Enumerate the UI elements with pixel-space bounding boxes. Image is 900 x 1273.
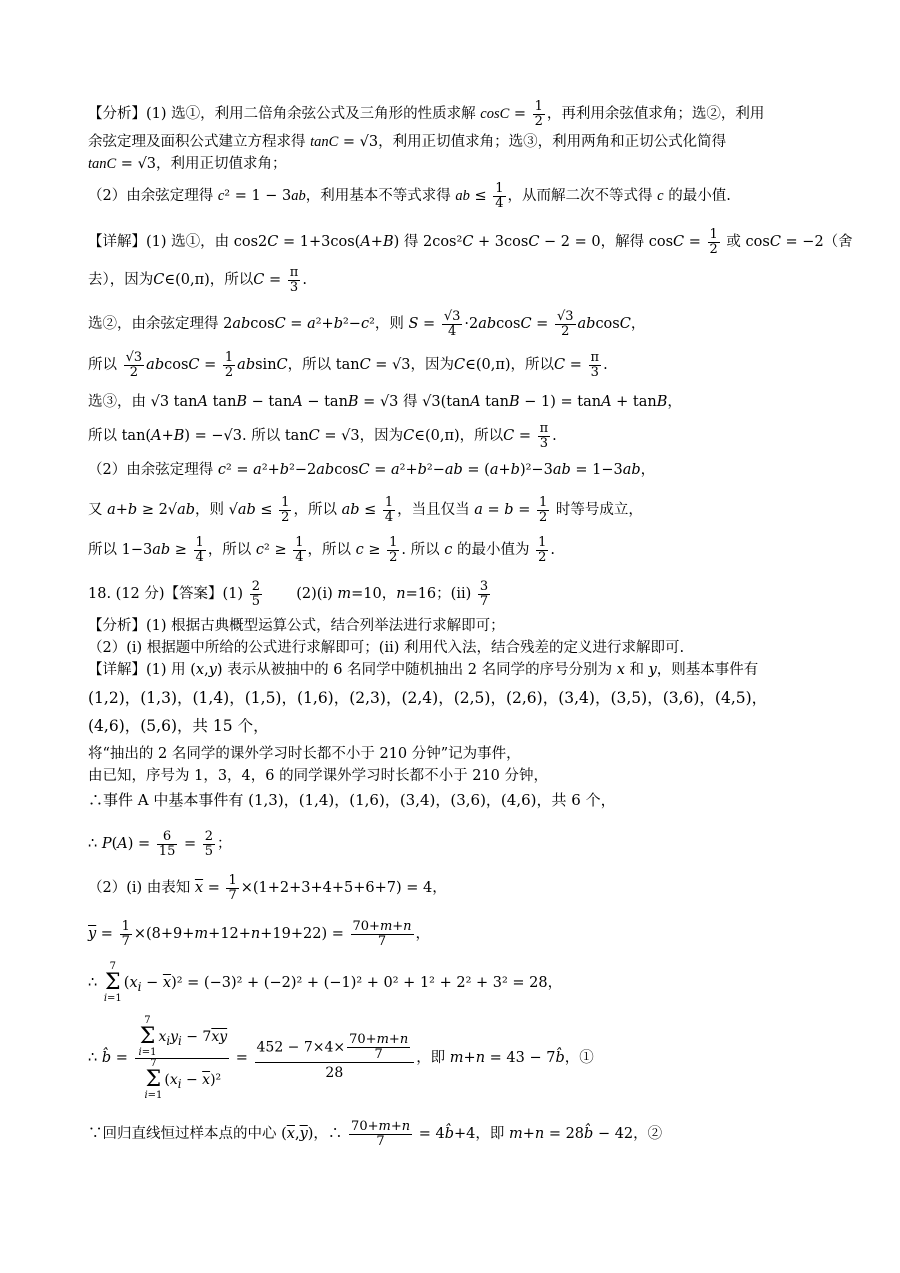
q18-pairs-2: (4,6)，(5,6)，共 15 个， bbox=[88, 717, 269, 735]
q18-pairs-1: (1,2)，(1,3)，(1,4)，(1,5)，(1,6)，(2,3)，(2,4)，(2,5)，(2,6)，(3,4)，(3,5)，(3,6)，(4,5)， bbox=[88, 689, 768, 707]
detail-line-2: 去），因为C∈(0,π)，所以C = $\frac{\pi}{3}$ . bbox=[88, 264, 307, 295]
q18-event-1: 将“抽出的 2 名同学的课外学习时长都不小于 210 分钟”记为事件， bbox=[88, 746, 521, 762]
q18-sum-squares: ∴ 7 Σ $i=1(x_i - \overline{x})^2 = (-3)^2 + (-2)^2 + (-1)^2 + 0^2 + 1^2 + 2^2 + 3^2 = 28$， bbox=[88, 961, 563, 1004]
q18-bhat: ∴ b̂ = 7 Σ $i=1x_iy_i - 7\overline{xy}$ 7 Σ $i=1(x_i - \overline{x})^2$ = 452 − 7×4× $\frac{70+m+n}{7}$ 28 ，即 m+n = 43 − 7b̂，① bbox=[88, 1014, 594, 1101]
q18-analysis-2: （2）(i) 根据题中所给的公式进行求解即可；(ii) 利用代入法，结合残差的定义进行求解即可. bbox=[88, 640, 685, 656]
q18-event-3: ∴事件 A 中基本事件有 (1,3)，(1,4)，(1,6)，(3,4)，(3,6)，(4,6)，共 6 个， bbox=[88, 791, 616, 809]
detail-line-7: （2）由余弦定理得 c² = a²+b²−2abcosC = a²+b²−ab = (a+b)²−3ab = 1−3ab， bbox=[88, 462, 656, 478]
q18-detail-1: 【详解】(1) 用 (x,y) 表示从被抽中的 6 名同学中随机抽出 2 名同学的序号分别为 x 和 y，则基本事件有 bbox=[88, 662, 759, 678]
detail-line-5: 选③，由 √3 tanA tanB − tanA − tanB = √3 得 √3(tanA tanB − 1) = tanA + tanB， bbox=[88, 394, 682, 410]
q18-header: 18. (12 分)【答案】(1) $\frac{2}{5}$ (2)(i) m=10，n=16；(ii) $\frac{3}{7}$ bbox=[88, 578, 489, 609]
detail-line-8: 又 a+b ≥ 2√ab，则 √ab ≤ $\frac{1}{2}$ ，所以 ab ≤ $\frac{1}{4}$ ，当且仅当 a = b = $\frac{1}{2}$ 时等号成立， bbox=[88, 494, 643, 525]
detail-line-6: 所以 tan(A+B) = −√3. 所以 tanC = √3，因为C∈(0,π)，所以C = $\frac{\pi}{3}$ . bbox=[88, 420, 557, 451]
analysis-line-4: （2）由余弦定理得 c² = 1 − 3ab，利用基本不等式求得 ab ≤ $\frac{1}{4}$ ，从而解二次不等式得 c 的最小值. bbox=[88, 180, 731, 211]
analysis-line-3: tanC = √3，利用正切值求角； bbox=[88, 156, 287, 172]
detail-line-9: 所以 1−3ab ≥ $\frac{1}{4}$ ，所以 c² ≥ $\frac{1}{4}$ ，所以 c ≥ $\frac{1}{2}$ . 所以 c 的最小值为 $\frac{1}{2}$ . bbox=[88, 534, 555, 565]
analysis-line-1: 【分析】(1) 选①，利用二倍角余弦公式及三角形的性质求解 cosC = $\frac{1}{2}$ ，再利用余弦值求角；选②，利用 bbox=[88, 98, 765, 129]
q18-ybar: $\overline{y}$ = $\frac{1}{7}$ ×(8+9+m+12+n+19+22) = $\frac{70+m+n}{7}$ ， bbox=[88, 918, 431, 949]
analysis-line-2: 余弦定理及面积公式建立方程求得 tanC = √3，利用正切值求角；选③，利用两角和正切公式化简得 bbox=[88, 134, 727, 150]
detail-line-1: 【详解】(1) 选①，由 cos2C = 1+3cos(A+B) 得 2cos²C + 3cosC − 2 = 0，解得 cosC = $\frac{1}{2}$ 或 cosC = −2（舍 bbox=[88, 226, 853, 257]
q18-event-2: 由已知，序号为 1，3，4，6 的同学课外学习时长都不小于 210 分钟， bbox=[88, 768, 549, 784]
q18-center: ∵回归直线恒过样本点的中心 $(\overline{x},\overline{y})$，∴ $\frac{70+m+n}{7}$ = 4b̂+4，即 m+n = 28b̂ − 42，② bbox=[88, 1118, 663, 1149]
q18-analysis-1: 【分析】(1) 根据古典概型运算公式，结合列举法进行求解即可； bbox=[88, 618, 505, 634]
detail-line-4: 所以 $\frac{√3}{2}$ abcosC = $\frac{1}{2}$ absinC，所以 tanC = √3，因为C∈(0,π)，所以C = $\frac{\pi}{3}$ . bbox=[88, 349, 608, 380]
q18-xbar: （2）(i) 由表知 $\overline{x}$ = $\frac{1}{7}$ ×(1+2+3+4+5+6+7) = 4， bbox=[88, 872, 447, 903]
detail-line-3: 选②，由余弦定理得 2abcosC = a²+b²−c²，则 S = $\frac{√3}{4}$ ·2abcosC = $\frac{√3}{2}$ abcosC， bbox=[88, 308, 646, 339]
q18-probability: ∴ P(A) = $\frac{6}{15}$ = $\frac{2}{5}$ ； bbox=[88, 828, 232, 859]
